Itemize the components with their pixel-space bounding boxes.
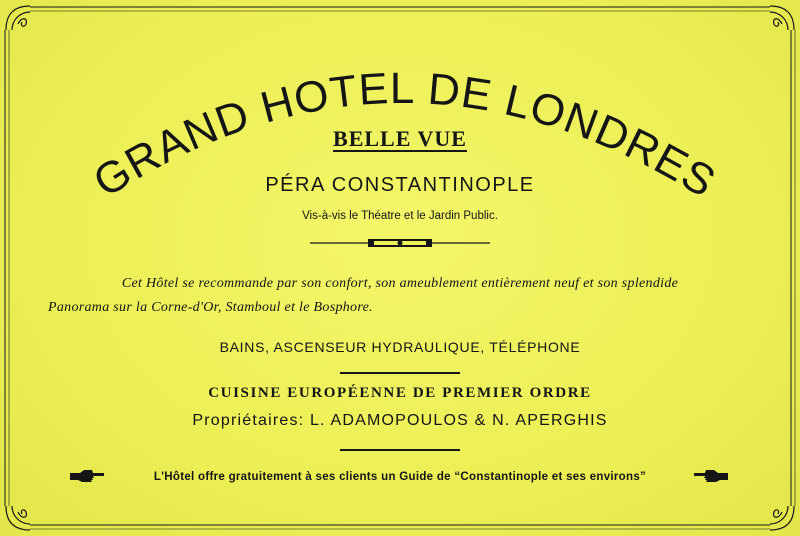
location-text: PÉRA CONSTANTINOPLE	[265, 174, 535, 196]
hotel-name-text: GRAND HOTEL DE LONDRES	[85, 63, 725, 208]
description-line-1: Cet Hôtel se recommande par son confort, son ameublement entièrement neuf et son splendide	[121, 276, 679, 291]
description-line-2: Panorama sur la Corne-d'Or, Stamboul et le Bosphore.	[48, 300, 373, 315]
divider-rule	[340, 449, 460, 451]
divider-rule	[340, 372, 460, 374]
amenities-text: BAINS, ASCENSEUR HYDRAULIQUE, TÉLÉPHONE	[219, 339, 581, 355]
hotel-name-heading	[0, 0, 800, 240]
pointing-hand-left-icon	[692, 468, 730, 486]
subtitle-belle-vue: BELLE VUE	[333, 126, 467, 151]
address-text: Vis-à-vis le Théatre et le Jardin Public.	[302, 210, 498, 222]
proprietors-text: Propriétaires: L. ADAMOPOULOS & N. APERGHIS	[192, 412, 608, 429]
guide-note-text: L'Hôtel offre gratuitement à ses clients un Guide de “Constantinople et ses environs”	[153, 471, 647, 483]
cuisine-text: CUISINE EUROPÉENNE DE PREMIER ORDRE	[208, 385, 592, 401]
ornamental-divider	[310, 236, 490, 250]
